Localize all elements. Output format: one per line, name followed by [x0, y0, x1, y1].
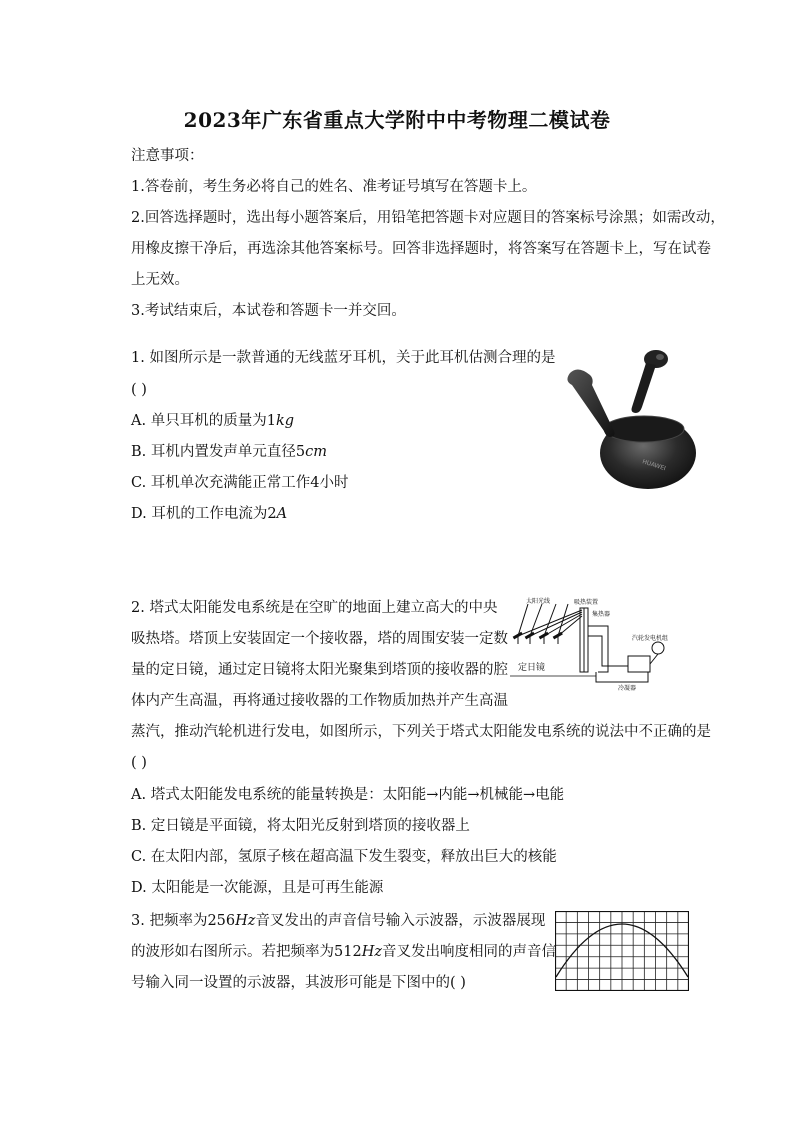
case-brand-text: HUAWEI [641, 458, 667, 473]
label-sunlight: 太阳光线 [526, 598, 551, 605]
left-earbud [567, 369, 614, 437]
label-generator: 汽轮发电机组 [632, 635, 669, 642]
heliostat-mirrors [513, 632, 563, 644]
q3-stem-line-3: 号输入同一设置的示波器，其波形可能是下图中的( ) [131, 975, 466, 991]
q2-stem-line-5: 蒸汽，推动汽轮机进行发电，如图所示，下列关于塔式太阳能发电系统的说法中不正确的是 [131, 724, 711, 740]
exam-title: 2023年广东省重点大学附中中考物理二模试卷 [183, 108, 611, 132]
q2-option-b: B. 定日镜是平面镜，将太阳光反射到塔顶的接收器上 [131, 818, 470, 834]
notice-line-2: 2.回答选择题时，选出每小题答案后，用铅笔把答题卡对应题目的答案标号涂黑；如需改动， [131, 210, 725, 226]
label-collector: 集热器 [592, 611, 611, 618]
q2-option-d: D. 太阳能是一次能源，且是可再生能源 [131, 880, 384, 896]
earbuds-image [560, 345, 700, 495]
q2-stem-line-1: 2. 塔式太阳能发电系统是在空旷的地面上建立高大的中央 [131, 600, 498, 616]
solar-tower-diagram [508, 596, 680, 692]
q1-option-c: C. 耳机单次充满能正常工作4小时 [131, 475, 349, 491]
notice-line-1: 1.答卷前，考生务必将自己的姓名、准考证号填写在答题卡上。 [131, 179, 537, 195]
label-heliostat: 定日镜 [518, 663, 546, 673]
q1-option-a: A. 单只耳机的质量为1kg [131, 413, 295, 429]
q1-stem-line-2: ( ) [131, 382, 147, 398]
q1-stem-line-1: 1. 如图所示是一款普通的无线蓝牙耳机，关于此耳机估测合理的是 [131, 350, 556, 366]
q1-option-d: D. 耳机的工作电流为2A [131, 506, 288, 522]
notice-line-3: 用橡皮擦干净后，再选涂其他答案标号。回答非选择题时，将答案写在答题卡上，写在试卷 [131, 241, 711, 257]
q2-option-c: C. 在太阳内部，氢原子核在超高温下发生裂变，释放出巨大的核能 [131, 849, 557, 865]
q3-stem-line-2: 的波形如右图所示。若把频率为512Hz音叉发出响度相同的声音信 [131, 944, 556, 960]
q2-stem-line-3: 量的定日镜，通过定日镜将太阳光聚集到塔顶的接收器的腔 [131, 662, 508, 678]
q2-stem-line-6: ( ) [131, 755, 147, 771]
q2-stem-line-4: 体内产生高温，再将通过接收器的工作物质加热并产生高温 [131, 693, 508, 709]
notice-line-5: 3.考试结束后，本试卷和答题卡一并交回。 [131, 303, 406, 319]
q2-option-a: A. 塔式太阳能发电系统的能量转换是：太阳能→内能→机械能→电能 [131, 787, 565, 803]
q3-stem-line-1: 3. 把频率为256Hz音叉发出的声音信号输入示波器，示波器展现 [131, 913, 546, 929]
q2-stem-line-2: 吸热塔。塔顶上安装固定一个接收器，塔的周围安装一定数 [131, 631, 508, 647]
label-condenser: 冷凝器 [618, 685, 637, 692]
notice-line-4: 上无效。 [131, 272, 189, 288]
oscilloscope-waveform [555, 911, 689, 991]
q1-option-b: B. 耳机内置发声单元直径5cm [131, 444, 327, 460]
notice-heading: 注意事项： [131, 148, 204, 164]
label-receiver: 吸热装置 [574, 599, 599, 606]
